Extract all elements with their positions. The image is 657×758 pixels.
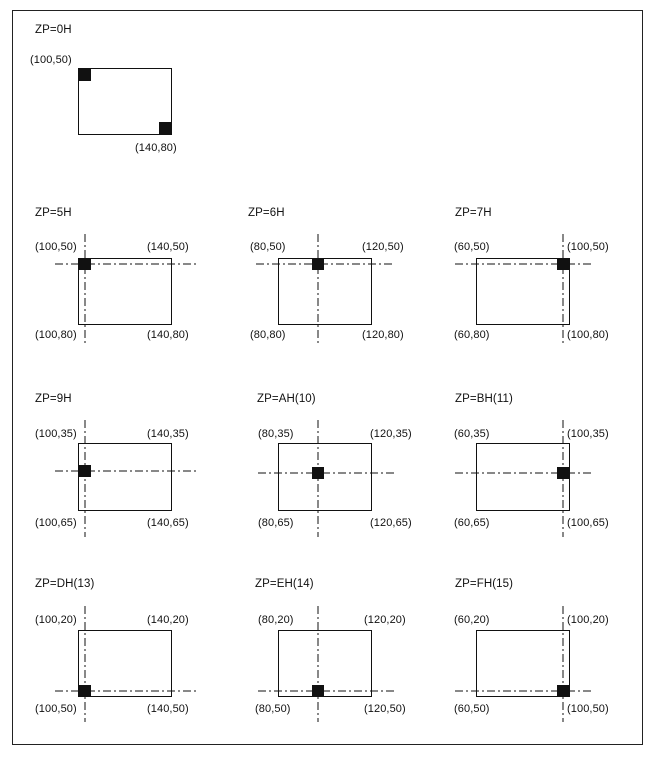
panel-title: ZP=FH(15): [455, 578, 514, 590]
panel-title: ZP=0H: [35, 24, 72, 36]
corner-label-bottom-left: (100,80): [35, 329, 77, 341]
panel-title: ZP=AH(10): [257, 393, 316, 405]
corner-label-top-left: (80,20): [258, 614, 294, 626]
panel-title: ZP=EH(14): [255, 578, 314, 590]
corner-label-bottom-left: (100,50): [35, 703, 77, 715]
corner-label-top-right: (120,35): [370, 428, 412, 440]
corner-label-bottom-left: (60,50): [454, 703, 490, 715]
corner-label-bottom-right: (140,50): [147, 703, 189, 715]
corner-label-top-left: (100,50): [35, 241, 77, 253]
corner-label-top-left: (60,50): [454, 241, 490, 253]
corner-label-bottom-right: (140,80): [135, 142, 177, 154]
corner-label-bottom-right: (120,80): [362, 329, 404, 341]
corner-label-top-right: (120,20): [364, 614, 406, 626]
corner-label-bottom-left: (80,50): [255, 703, 291, 715]
corner-label-top-left: (100,35): [35, 428, 77, 440]
corner-label-bottom-left: (60,80): [454, 329, 490, 341]
panel-title: ZP=BH(11): [455, 393, 513, 405]
corner-label-bottom-left: (80,80): [250, 329, 286, 341]
panel-title: ZP=9H: [35, 393, 72, 405]
panel-title: ZP=6H: [248, 207, 285, 219]
corner-label-top-right: (140,50): [147, 241, 189, 253]
corner-label-top-right: (100,20): [567, 614, 609, 626]
corner-label-top-left: (100,50): [30, 54, 72, 66]
corner-label-bottom-right: (140,65): [147, 517, 189, 529]
panel-title: ZP=DH(13): [35, 578, 95, 590]
corner-label-top-right: (140,35): [147, 428, 189, 440]
corner-label-top-left: (60,35): [454, 428, 490, 440]
corner-label-bottom-right: (120,65): [370, 517, 412, 529]
corner-label-bottom-right: (140,80): [147, 329, 189, 341]
panel-title: ZP=7H: [455, 207, 492, 219]
corner-label-top-left: (100,20): [35, 614, 77, 626]
corner-label-top-left: (80,50): [250, 241, 286, 253]
corner-label-bottom-right: (120,50): [364, 703, 406, 715]
corner-label-top-right: (140,20): [147, 614, 189, 626]
corner-label-top-right: (120,50): [362, 241, 404, 253]
corner-label-bottom-right: (100,80): [567, 329, 609, 341]
corner-label-bottom-left: (100,65): [35, 517, 77, 529]
panel-title: ZP=5H: [35, 207, 72, 219]
corner-label-bottom-right: (100,65): [567, 517, 609, 529]
corner-label-top-right: (100,50): [567, 241, 609, 253]
corner-label-top-left: (60,20): [454, 614, 490, 626]
corner-label-top-right: (100,35): [567, 428, 609, 440]
corner-label-bottom-left: (80,65): [258, 517, 294, 529]
corner-label-top-left: (80,35): [258, 428, 294, 440]
corner-label-bottom-left: (60,65): [454, 517, 490, 529]
corner-label-bottom-right: (100,50): [567, 703, 609, 715]
